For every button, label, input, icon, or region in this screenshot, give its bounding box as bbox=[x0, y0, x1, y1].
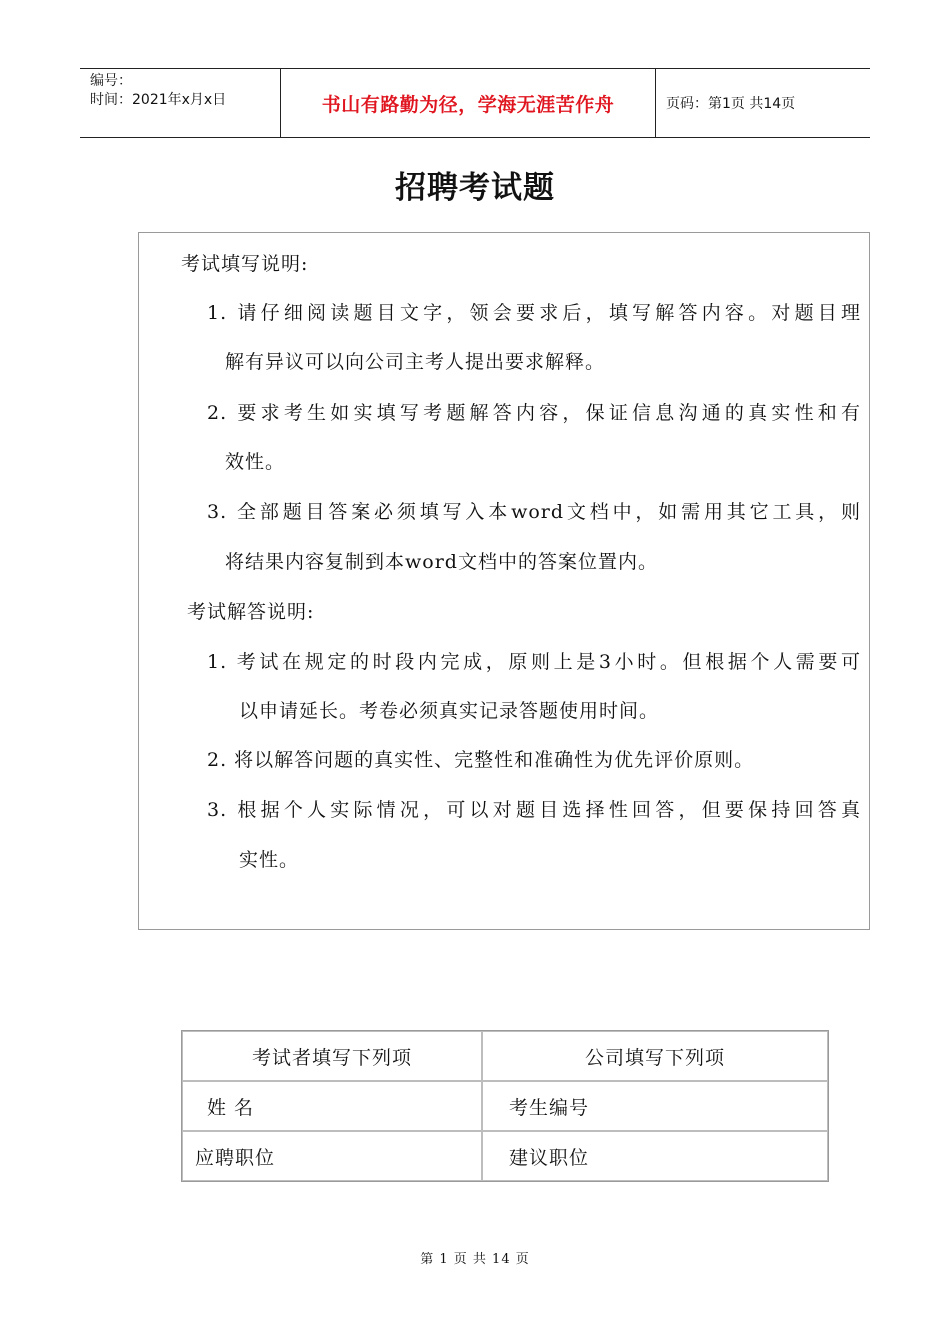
document-header bbox=[80, 68, 870, 138]
col-header-company: 公司填写下列项 bbox=[482, 1031, 828, 1081]
answer-instructions-heading: 考试解答说明: bbox=[187, 601, 315, 623]
suggested-position-label[interactable]: 建议职位 bbox=[482, 1131, 828, 1181]
candidate-number-label[interactable]: 考生编号 bbox=[482, 1081, 828, 1131]
answer-item-1-line2: 以申请延长。考卷必须真实记录答题使用时间。 bbox=[239, 700, 660, 722]
number-label: 编号： bbox=[90, 73, 132, 89]
table-header-row bbox=[182, 1031, 828, 1081]
fill-item-1-line2: 解有异议可以向公司主考人提出要求解释。 bbox=[225, 351, 606, 373]
fill-item-3-line1: 3. 全部题目答案必须填写入本word文档中，如需用其它工具，则 bbox=[207, 501, 861, 523]
answer-item-3-line1: 3. 根据个人实际情况，可以对题目选择性回答，但要保持回答真 bbox=[207, 799, 861, 821]
name-field-label[interactable]: 姓 名 bbox=[182, 1081, 482, 1131]
document-title: 招聘考试题 bbox=[395, 170, 555, 206]
answer-item-2-line1: 2. 将以解答问题的真实性、完整性和准确性为优先评价原则。 bbox=[207, 749, 755, 771]
fill-instructions-heading: 考试填写说明: bbox=[181, 253, 309, 275]
instructions-box bbox=[138, 232, 870, 930]
table-row bbox=[182, 1081, 828, 1131]
col-header-candidate: 考试者填写下列项 bbox=[182, 1031, 482, 1081]
answer-item-3-line2: 实性。 bbox=[239, 849, 300, 871]
fill-item-3-line2: 将结果内容复制到本word文档中的答案位置内。 bbox=[225, 551, 658, 573]
fill-item-1-line1: 1. 请仔细阅读题目文字，领会要求后，填写解答内容。对题目理 bbox=[207, 302, 861, 324]
time-label: 时间：2021年x月x日 bbox=[90, 92, 227, 108]
fill-item-2-line2: 效性。 bbox=[225, 451, 286, 473]
fill-item-2-line1: 2. 要求考生如实填写考题解答内容，保证信息沟通的真实性和有 bbox=[207, 402, 861, 424]
header-motto: 书山有路勤为径，学海无涯苦作舟 bbox=[280, 69, 656, 137]
candidate-info-table bbox=[181, 1030, 829, 1182]
table-row bbox=[182, 1131, 828, 1181]
answer-item-1-line1: 1. 考试在规定的时段内完成，原则上是3小时。但根据个人需要可 bbox=[207, 651, 861, 673]
page-footer: 第 1 页 共 14 页 bbox=[420, 1252, 530, 1267]
applied-position-label[interactable]: 应聘职位 bbox=[182, 1131, 482, 1181]
header-page-info: 页码：第1页 共14页 bbox=[666, 96, 796, 112]
header-meta bbox=[80, 69, 280, 137]
